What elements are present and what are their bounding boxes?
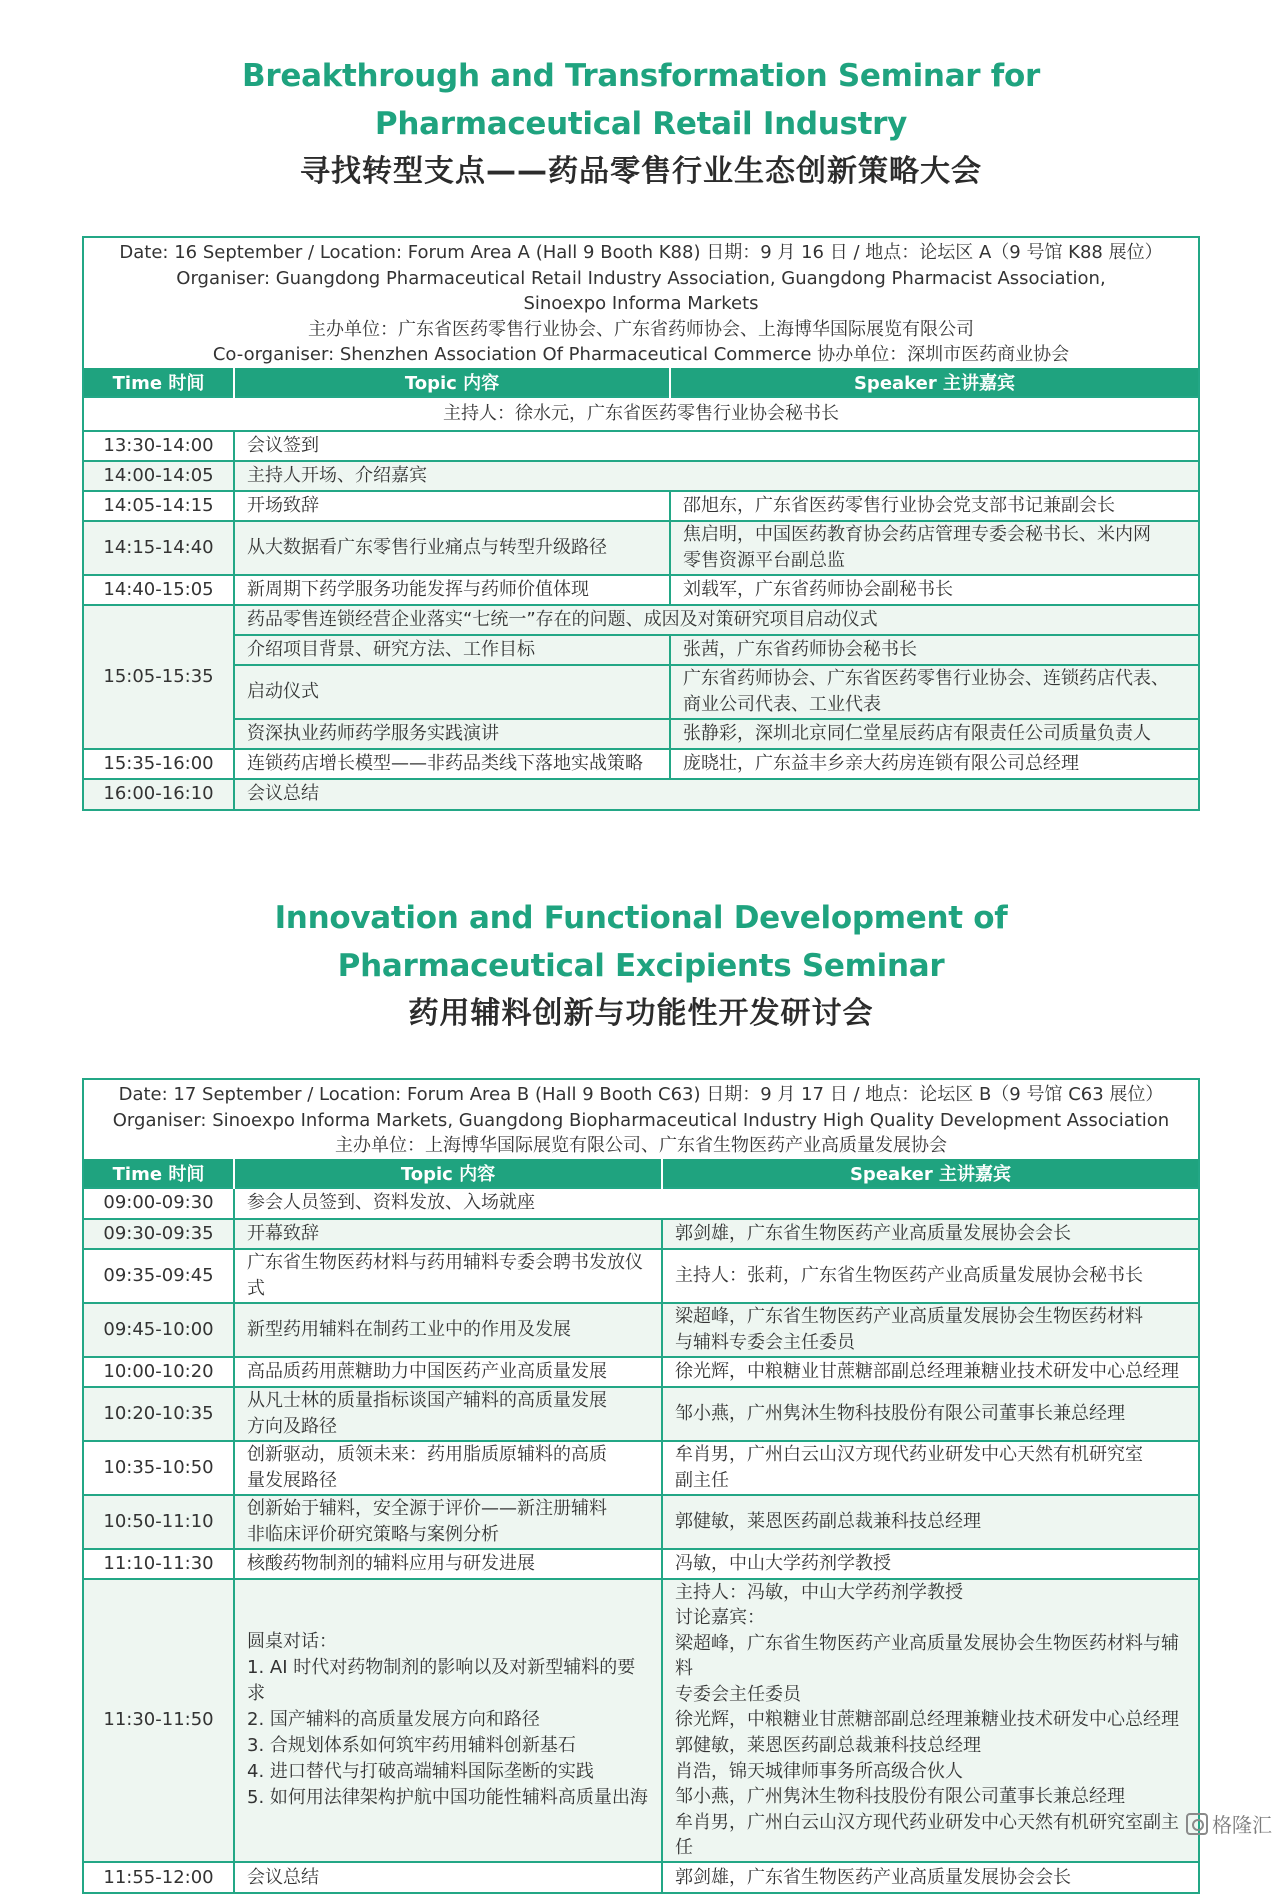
row-topic: 会议总结 — [234, 1862, 662, 1892]
seminar-2-title-cn: 药用辅料创新与功能性开发研讨会 — [408, 996, 874, 1031]
row-speaker: 邹小燕，广州隽沐生物科技股份有限公司董事长兼总经理 — [662, 1387, 1198, 1441]
row-time: 11:55-12:00 — [84, 1862, 234, 1892]
row-topic: 会议总结 — [234, 779, 1198, 809]
roundtable-speaker-line: 讨论嘉宾： — [675, 1607, 765, 1629]
seminar-2-schedule-box — [82, 1078, 1200, 1894]
row-topic — [234, 1441, 662, 1495]
table-header-row — [84, 368, 1198, 397]
seminar-1-info-line: Organiser: Guangdong Pharmaceutical Retail Industry Association, Guangdong Pharmacist Association, — [176, 267, 1106, 289]
seminar-1-title-en-line2: Pharmaceutical Retail Industry — [374, 106, 908, 142]
header-time: Time 时间 — [84, 368, 234, 397]
row-speaker: 徐光辉，中粮糖业甘蔗糖部副总经理兼糖业技术研发中心总经理 — [662, 1357, 1198, 1387]
gelonghui-logo-icon — [1186, 1813, 1208, 1835]
seminar-2-info-line: 主办单位：上海博华国际展览有限公司、广东省生物医药产业高质量发展协会 — [335, 1135, 947, 1156]
seminar-1-table — [84, 368, 1198, 809]
roundtable-speakers — [662, 1579, 1198, 1863]
row-topic: 药品零售连锁经营企业落实“七统一”存在的问题、成因及对策研究项目启动仪式 — [234, 605, 1198, 635]
row-speaker: 主持人：张莉，广东省生物医药产业高质量发展协会秘书长 — [662, 1249, 1198, 1303]
seminar-1-info-line: Sinoexpo Informa Markets — [523, 293, 759, 314]
roundtable-speaker-line: 专委会主任委员 — [675, 1683, 801, 1705]
row-speaker: 郭剑雄，广东省生物医药产业高质量发展协会会长 — [662, 1862, 1198, 1892]
row-time: 14:40-15:05 — [84, 575, 234, 605]
row-topic: 新型药用辅料在制药工业中的作用及发展 — [234, 1303, 662, 1357]
row-topic-line: 创新驱动，质领未来：药用脂质原辅料的高质 — [247, 1443, 607, 1465]
row-topic-line: 量发展路径 — [247, 1469, 337, 1491]
table-row — [84, 575, 1198, 605]
row-time: 11:30-11:50 — [84, 1579, 234, 1863]
row-speaker: 冯敏，中山大学药剂学教授 — [662, 1549, 1198, 1579]
row-time: 09:45-10:00 — [84, 1303, 234, 1357]
row-time: 11:10-11:30 — [84, 1549, 234, 1579]
row-topic: 资深执业药师药学服务实践演讲 — [234, 719, 670, 749]
seminar-1-schedule-box — [82, 236, 1200, 811]
row-topic-line: 创新始于辅料，安全源于评价——新注册辅料 — [247, 1497, 607, 1519]
row-speaker-line: 牟肖男，广州白云山汉方现代药业研发中心天然有机研究室 — [675, 1443, 1143, 1465]
row-topic: 参会人员签到、资料发放、入场就座 — [234, 1188, 1198, 1219]
row-time: 14:05-14:15 — [84, 491, 234, 521]
row-topic — [234, 1387, 662, 1441]
table-row — [84, 605, 1198, 635]
row-time: 10:50-11:10 — [84, 1495, 234, 1549]
roundtable-speaker-line: 牟肖男，广州白云山汉方现代药业研发中心天然有机研究室副主任 — [675, 1811, 1179, 1859]
seminar-1-title-en-line1: Breakthrough and Transformation Seminar for — [242, 58, 1040, 94]
roundtable-row — [84, 1579, 1198, 1863]
table-row — [84, 665, 1198, 719]
row-topic: 核酸药物制剂的辅料应用与研发进展 — [234, 1549, 662, 1579]
table-row — [84, 1495, 1198, 1549]
row-speaker: 刘载军，广东省药师协会副秘书长 — [670, 575, 1198, 605]
seminar-2-title-en-line1: Innovation and Functional Development of — [274, 900, 1008, 936]
row-topic: 会议签到 — [234, 431, 1198, 461]
header-topic: Topic 内容 — [234, 1159, 662, 1188]
roundtable-speaker-line: 肖浩，锦天城律师事务所高级合伙人 — [675, 1760, 963, 1782]
row-time: 15:35-16:00 — [84, 749, 234, 779]
table-row — [84, 521, 1198, 575]
row-topic: 介绍项目背景、研究方法、工作目标 — [234, 635, 670, 665]
row-topic: 连锁药店增长模型——非药品类线下落地实战策略 — [234, 749, 670, 779]
table-row — [84, 1549, 1198, 1579]
table-row — [84, 1219, 1198, 1249]
roundtable-topic-line: 2. 国产辅料的高质量发展方向和路径 — [247, 1709, 540, 1731]
row-topic: 从大数据看广东零售行业痛点与转型升级路径 — [234, 521, 670, 575]
row-speaker: 邵旭东，广东省医药零售行业协会党支部书记兼副会长 — [670, 491, 1198, 521]
header-time: Time 时间 — [84, 1159, 234, 1188]
roundtable-topic-line: 3. 合规划体系如何筑牢药用辅料创新基石 — [247, 1735, 576, 1757]
table-row — [84, 461, 1198, 491]
table-row — [84, 635, 1198, 665]
row-time: 10:20-10:35 — [84, 1387, 234, 1441]
seminar-1-title — [82, 52, 1200, 196]
row-time: 10:35-10:50 — [84, 1441, 234, 1495]
row-speaker: 张静彩，深圳北京同仁堂星辰药店有限责任公司质量负责人 — [670, 719, 1198, 749]
row-time: 15:05-15:35 — [84, 605, 234, 749]
row-speaker — [662, 1441, 1198, 1495]
row-time: 09:30-09:35 — [84, 1219, 234, 1249]
roundtable-topic-line: 1. AI 时代对药物制剂的影响以及对新型辅料的要求 — [247, 1657, 636, 1705]
roundtable-speaker-line: 梁超峰，广东省生物医药产业高质量发展协会生物医药材料与辅料 — [675, 1632, 1179, 1680]
seminar-1 — [82, 52, 1200, 804]
host-text: 主持人：徐水元，广东省医药零售行业协会秘书长 — [84, 397, 1198, 431]
table-row — [84, 719, 1198, 749]
seminar-2-title-en-line2: Pharmaceutical Excipients Seminar — [337, 948, 945, 984]
row-speaker: 郭健敏，莱恩医药副总裁兼科技总经理 — [662, 1495, 1198, 1549]
roundtable-speaker-line: 徐光辉，中粮糖业甘蔗糖部副总经理兼糖业技术研发中心总经理 — [675, 1709, 1179, 1731]
table-header-row — [84, 1159, 1198, 1188]
table-row — [84, 1862, 1198, 1892]
row-topic-line: 方向及路径 — [247, 1415, 337, 1437]
row-speaker-line: 焦启明，中国医药教育协会药店管理专委会秘书长、米内网 — [683, 523, 1151, 545]
table-row — [84, 1249, 1198, 1303]
header-speaker: Speaker 主讲嘉宾 — [662, 1159, 1198, 1188]
roundtable-speaker-line: 主持人：冯敏，中山大学药剂学教授 — [675, 1581, 963, 1603]
row-speaker: 庞晓壮，广东益丰乡亲大药房连锁有限公司总经理 — [670, 749, 1198, 779]
row-speaker — [670, 665, 1198, 719]
table-row — [84, 1303, 1198, 1357]
seminar-1-info-line: 主办单位：广东省医药零售行业协会、广东省药师协会、上海博华国际展览有限公司 — [308, 318, 974, 340]
seminar-2 — [82, 894, 1200, 1888]
row-topic: 启动仪式 — [234, 665, 670, 719]
table-row — [84, 1441, 1198, 1495]
header-speaker: Speaker 主讲嘉宾 — [670, 368, 1198, 397]
table-row — [84, 779, 1198, 809]
row-speaker-line: 副主任 — [675, 1469, 729, 1491]
seminar-1-title-cn: 寻找转型支点——药品零售行业生态创新策略大会 — [300, 154, 982, 189]
seminar-2-info-line: Date: 17 September / Location: Forum Area B (Hall 9 Booth C63) 日期：9 月 17 日 / 地点：论坛区 B（9 号馆 C63 展位） — [118, 1084, 1164, 1105]
row-time: 14:15-14:40 — [84, 521, 234, 575]
row-time: 09:00-09:30 — [84, 1188, 234, 1219]
row-speaker-line: 零售资源平台副总监 — [683, 549, 845, 571]
watermark — [1186, 1809, 1272, 1838]
row-speaker-line: 商业公司代表、工业代表 — [683, 693, 881, 715]
row-topic: 开场致辞 — [234, 491, 670, 521]
row-speaker — [670, 521, 1198, 575]
roundtable-topic-line: 5. 如何用法律架构护航中国功能性辅料高质量出海 — [247, 1787, 648, 1809]
row-speaker: 郭剑雄，广东省生物医药产业高质量发展协会会长 — [662, 1219, 1198, 1249]
row-topic-line: 非临床评价研究策略与案例分析 — [247, 1523, 499, 1545]
table-row — [84, 1387, 1198, 1441]
seminar-2-info-line: Organiser: Sinoexpo Informa Markets, Guangdong Biopharmaceutical Industry High Quality Development Association — [112, 1109, 1170, 1131]
header-topic: Topic 内容 — [234, 368, 670, 397]
roundtable-topic — [234, 1579, 662, 1863]
row-speaker — [662, 1303, 1198, 1357]
seminar-1-info-line: Co-organiser: Shenzhen Association Of Pharmaceutical Commerce 协办单位：深圳市医药商业协会 — [212, 344, 1070, 365]
seminar-2-table — [84, 1159, 1198, 1893]
roundtable-speaker-line: 邹小燕，广州隽沐生物科技股份有限公司董事长兼总经理 — [675, 1786, 1125, 1808]
row-topic-line: 从凡士林的质量指标谈国产辅料的高质量发展 — [247, 1389, 607, 1411]
table-row — [84, 1188, 1198, 1219]
roundtable-speaker-line: 郭健敏，莱恩医药副总裁兼科技总经理 — [675, 1735, 981, 1757]
row-speaker-line: 与辅料专委会主任委员 — [675, 1331, 855, 1353]
table-row — [84, 1357, 1198, 1387]
row-time: 16:00-16:10 — [84, 779, 234, 809]
row-time: 10:00-10:20 — [84, 1357, 234, 1387]
row-speaker-line: 梁超峰，广东省生物医药产业高质量发展协会生物医药材料 — [675, 1305, 1143, 1327]
row-topic: 主持人开场、介绍嘉宾 — [234, 461, 1198, 491]
roundtable-topic-line: 4. 进口替代与打破高端辅料国际垄断的实践 — [247, 1761, 594, 1783]
seminar-1-info-line: Date: 16 September / Location: Forum Area A (Hall 9 Booth K88) 日期：9 月 16 日 / 地点：论坛区 A（9 号馆 K88 展位） — [119, 242, 1163, 263]
table-row — [84, 491, 1198, 521]
table-row — [84, 431, 1198, 461]
host-row — [84, 397, 1198, 431]
row-topic — [234, 1495, 662, 1549]
table-row — [84, 749, 1198, 779]
row-time: 09:35-09:45 — [84, 1249, 234, 1303]
seminar-2-title — [82, 894, 1200, 1038]
seminar-1-info — [84, 238, 1198, 368]
row-time: 14:00-14:05 — [84, 461, 234, 491]
roundtable-topic-line: 圆桌对话： — [247, 1631, 337, 1653]
row-topic: 新周期下药学服务功能发挥与药师价值体现 — [234, 575, 670, 605]
row-topic: 高品质药用蔗糖助力中国医药产业高质量发展 — [234, 1357, 662, 1387]
watermark-text: 格隆汇 — [1212, 1813, 1272, 1837]
row-speaker-line: 广东省药师协会、广东省医药零售行业协会、连锁药店代表、 — [683, 667, 1169, 689]
row-topic: 广东省生物医药材料与药用辅料专委会聘书发放仪式 — [234, 1249, 662, 1303]
row-topic: 开幕致辞 — [234, 1219, 662, 1249]
row-time: 13:30-14:00 — [84, 431, 234, 461]
seminar-2-info — [84, 1080, 1198, 1159]
row-speaker: 张茜，广东省药师协会秘书长 — [670, 635, 1198, 665]
